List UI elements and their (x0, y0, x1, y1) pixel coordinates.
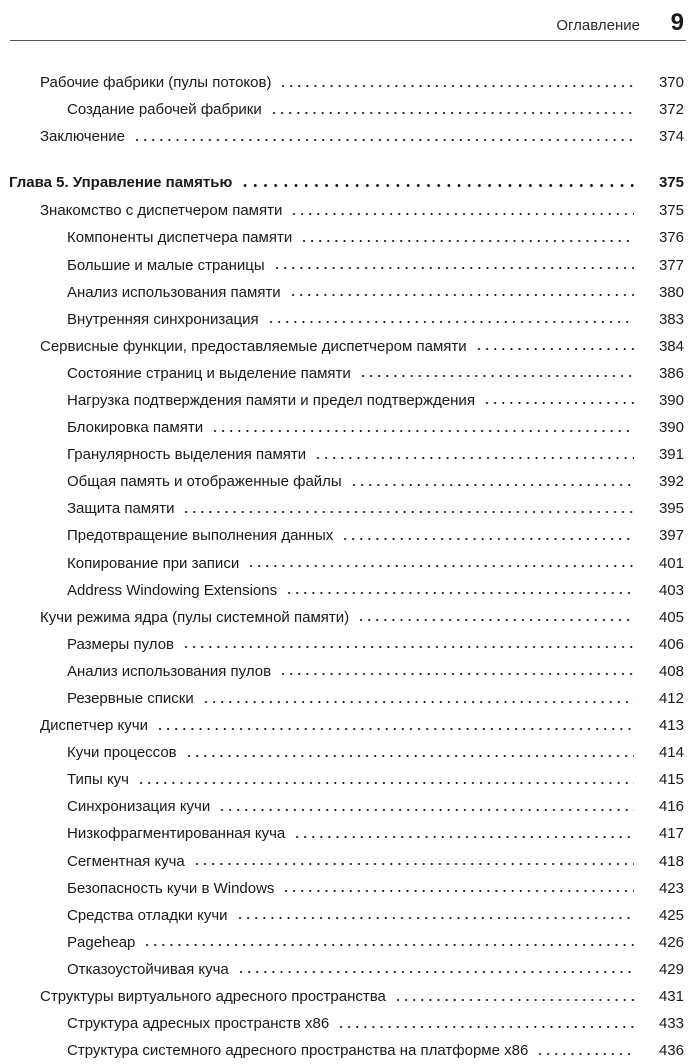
toc-entry (0, 495, 700, 522)
toc-entry (0, 522, 700, 549)
toc-entry-title: Общая память и отображенные файлы (67, 473, 342, 491)
toc-entry-page: 433 (658, 1015, 684, 1033)
toc-entry-title: Состояние страниц и выделение памяти (67, 364, 351, 382)
toc-entry-title: Типы куч (67, 771, 129, 789)
toc-entry-page: 390 (658, 419, 684, 437)
toc-entry-title: Глава 5. Управление памятью (9, 173, 233, 191)
toc-entry (0, 793, 700, 820)
toc-entry (0, 306, 700, 333)
toc-entry-page: 384 (658, 337, 684, 355)
toc-entry-title: Внутренняя синхронизация (67, 310, 259, 328)
dot-leader (270, 112, 634, 114)
toc-entry-title: Рабочие фабрики (пулы потоков) (40, 74, 272, 92)
toc-entry-page: 377 (658, 256, 684, 274)
dot-leader (394, 999, 634, 1001)
dot-leader (237, 971, 634, 973)
toc-entry-page: 374 (658, 128, 684, 146)
toc-entry-page: 429 (658, 960, 684, 978)
dot-leader (133, 139, 634, 141)
toc-entry-title: Копирование при записи (67, 554, 240, 572)
page-header (10, 0, 686, 41)
toc-entry (0, 69, 700, 96)
toc-entry-page: 403 (658, 581, 684, 599)
dot-leader (282, 890, 634, 892)
dot-leader (536, 1053, 634, 1055)
toc-entry-page: 417 (658, 825, 684, 843)
toc-entry-title: Анализ использования пулов (67, 662, 272, 680)
toc-entry (0, 468, 700, 495)
toc-entry-page: 383 (658, 310, 684, 328)
toc-entry-page: 375 (658, 202, 684, 220)
toc-entry-title: Диспетчер кучи (40, 717, 148, 735)
toc-entry-page: 392 (658, 473, 684, 491)
toc-entry-page: 436 (658, 1042, 684, 1060)
dot-leader (182, 646, 634, 648)
toc-entry-title: Синхронизация кучи (67, 798, 211, 816)
toc-entry-title: Блокировка памяти (67, 419, 204, 437)
toc-entry-title: Структура системного адресного пространства на платформе x86 (67, 1042, 529, 1060)
toc-entry (0, 929, 700, 956)
dot-leader (293, 836, 634, 838)
dot-leader (289, 294, 634, 296)
toc-entry (0, 387, 700, 414)
toc-entry-title: Гранулярность выделения памяти (67, 446, 307, 464)
dot-leader (193, 863, 634, 865)
dot-leader (218, 809, 634, 811)
toc-entry-page: 390 (658, 391, 684, 409)
toc-entry (0, 875, 700, 902)
toc-entry-title: Кучи процессов (67, 744, 177, 762)
table-of-contents (0, 69, 700, 1064)
dot-leader (137, 782, 634, 784)
toc-entry (0, 848, 700, 875)
dot-leader (279, 85, 634, 87)
toc-entry-title: Сервисные функции, предоставляемые диспетчером памяти (40, 337, 467, 355)
toc-entry-page: 416 (658, 798, 684, 816)
running-section-title: Оглавление (556, 17, 640, 34)
toc-entry (0, 441, 700, 468)
dot-leader (267, 321, 634, 323)
dot-leader (475, 348, 634, 350)
toc-entry (0, 658, 700, 685)
dot-leader (240, 184, 634, 187)
toc-entry-page: 375 (658, 173, 684, 191)
toc-entry-title: Кучи режима ядра (пулы системной памяти) (40, 608, 350, 626)
toc-entry-title: Предотвращение выполнения данных (67, 527, 334, 545)
toc-entry-page: 423 (658, 879, 684, 897)
toc-entry-page: 397 (658, 527, 684, 545)
dot-leader (185, 755, 634, 757)
toc-entry-page: 425 (658, 906, 684, 924)
dot-leader (143, 944, 634, 946)
toc-entry (0, 604, 700, 631)
toc-entry (0, 224, 700, 251)
toc-entry (0, 631, 700, 658)
toc-entry (0, 96, 700, 123)
toc-entry-title: Сегментная куча (67, 852, 185, 870)
dot-leader (247, 565, 634, 567)
toc-entry-page: 412 (658, 690, 684, 708)
toc-entry (0, 902, 700, 929)
toc-entry-page: 414 (658, 744, 684, 762)
toc-entry (0, 739, 700, 766)
toc-entry (0, 550, 700, 577)
toc-entry-page: 391 (658, 446, 684, 464)
toc-entry (0, 685, 700, 712)
toc-chapter-entry (0, 168, 700, 196)
toc-entry (0, 279, 700, 306)
toc-entry-title: Address Windowing Extensions (67, 581, 278, 599)
toc-entry-title: Структура адресных пространств x86 (67, 1015, 330, 1033)
toc-entry (0, 577, 700, 604)
dot-leader (236, 917, 634, 919)
toc-entry-page: 395 (658, 500, 684, 518)
toc-entry-title: Создание рабочей фабрики (67, 101, 262, 119)
dot-leader (359, 375, 634, 377)
page-number: 9 (670, 9, 684, 36)
toc-entry-title: Безопасность кучи в Windows (67, 879, 275, 897)
toc-entry (0, 1010, 700, 1037)
toc-entry-page: 426 (658, 933, 684, 951)
dot-leader (273, 267, 634, 269)
toc-entry-title: Pageheap (67, 933, 136, 951)
toc-entry-title: Анализ использования памяти (67, 283, 281, 301)
toc-entry-title: Структуры виртуального адресного пространства (40, 988, 386, 1006)
toc-entry (0, 956, 700, 983)
dot-leader (279, 673, 634, 675)
toc-entry (0, 197, 700, 224)
toc-entry (0, 983, 700, 1010)
dot-leader (350, 484, 634, 486)
toc-entry (0, 712, 700, 739)
toc-entry (0, 766, 700, 793)
toc-entry (0, 251, 700, 278)
toc-entry-page: 431 (658, 988, 684, 1006)
toc-entry-page: 406 (658, 635, 684, 653)
toc-entry (0, 360, 700, 387)
toc-entry-title: Размеры пулов (67, 635, 175, 653)
dot-leader (314, 457, 634, 459)
toc-entry (0, 333, 700, 360)
toc-entry-page: 370 (658, 74, 684, 92)
toc-entry-title: Заключение (40, 128, 125, 146)
toc-entry-title: Резервные списки (67, 690, 194, 708)
toc-entry-title: Знакомство с диспетчером памяти (40, 202, 283, 220)
dot-leader (341, 538, 634, 540)
toc-entry (0, 414, 700, 441)
toc-entry-page: 415 (658, 771, 684, 789)
toc-entry-page: 380 (658, 283, 684, 301)
toc-entry-title: Защита памяти (67, 500, 175, 518)
toc-entry-title: Нагрузка подтверждения памяти и предел подтверждения (67, 391, 475, 409)
toc-entry-title: Средства отладки кучи (67, 906, 228, 924)
toc-entry (0, 820, 700, 847)
toc-entry-title: Отказоустойчивая куча (67, 960, 229, 978)
dot-leader (182, 511, 634, 513)
toc-entry-title: Низкофрагментированная куча (67, 825, 286, 843)
toc-entry-page: 418 (658, 852, 684, 870)
dot-leader (337, 1026, 634, 1028)
toc-entry (0, 123, 700, 150)
toc-entry-title: Компоненты диспетчера памяти (67, 229, 293, 247)
toc-entry-page: 376 (658, 229, 684, 247)
dot-leader (156, 728, 634, 730)
toc-entry-page: 401 (658, 554, 684, 572)
toc-entry-page: 408 (658, 662, 684, 680)
toc-entry-page: 413 (658, 717, 684, 735)
dot-leader (285, 592, 634, 594)
toc-entry-page: 405 (658, 608, 684, 626)
toc-entry-page: 386 (658, 364, 684, 382)
dot-leader (211, 430, 634, 432)
dot-leader (357, 619, 634, 621)
toc-entry-title: Большие и малые страницы (67, 256, 265, 274)
dot-leader (290, 213, 634, 215)
dot-leader (483, 402, 634, 404)
dot-leader (202, 701, 634, 703)
toc-entry-page: 372 (658, 101, 684, 119)
dot-leader (300, 240, 634, 242)
